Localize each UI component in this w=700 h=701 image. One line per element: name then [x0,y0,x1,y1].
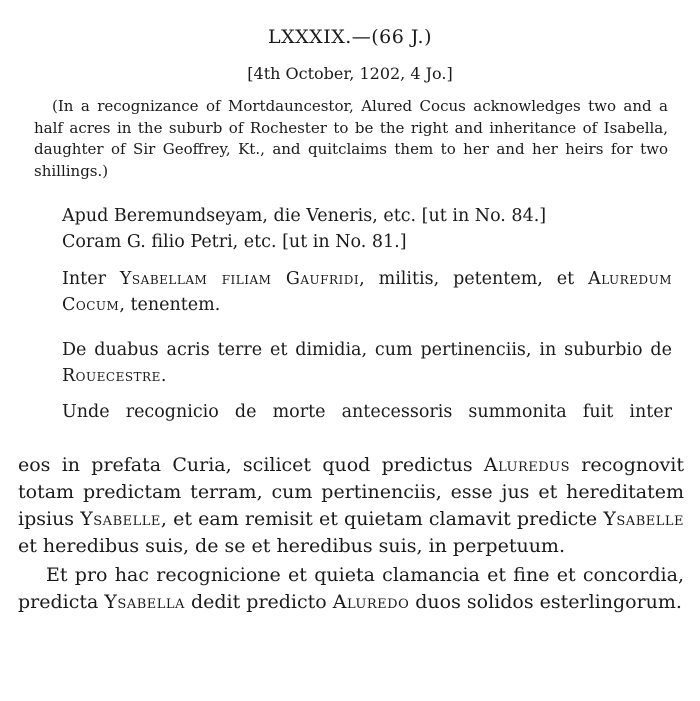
person-name: Ysabelle [603,508,684,530]
main-text-run: Et pro hac recognicione et quieta clamancia et fine et concordia, predicta [18,564,684,613]
recognition-opening-line [62,399,672,425]
charter-date: [4th October, 1202, 4 Jo.] [247,64,453,83]
charter-number-heading: LXXXIX.—(66 J.) [268,26,432,48]
place-and-court-block [62,203,672,255]
main-text-run: duos solidos esterlingorum. [409,591,682,613]
english-summary [34,96,668,182]
main-paragraph-2 [18,562,684,616]
property-paragraph [62,337,672,389]
person-name: Ysabelle [80,508,161,530]
main-text-run: dedit predicto [184,591,333,613]
property-text: . [160,366,167,386]
main-text-run: eos in prefata Curia, scilicet quod predictus [18,454,484,476]
person-name: Aluredus [483,454,571,476]
property-text: De duabus acris terre et dimidia, cum pertinenciis, in suburbio de [62,340,672,360]
person-name: Aluredo [332,591,410,613]
petitioner-name: Ysabellam filiam Gaufridi [119,269,360,289]
parties-text: Inter [62,269,120,289]
parties-text: , tenentem. [119,295,221,315]
main-text [18,452,684,616]
main-text-run: , et eam remisit et quietam clamavit predicte [160,508,604,530]
parties-text: , militis, petentem, et [359,269,589,289]
tenant-name: Aluredum Cocum [62,269,672,315]
place-name: Rouecestre [62,366,161,386]
unde-text: Unde recognicio de morte antecessoris summonita fuit inter [62,402,672,422]
parties-paragraph [62,266,672,318]
main-text-run: recognovit totam predictam terram, cum pertinenciis, esse jus et hereditatem ipsius [18,454,684,530]
summary-text: (In a recognizance of Mortdauncestor, Alured Cocus acknowledges two and a half acres in the suburb of Rochester to be the right and inheritance of Isabella, daughter of Sir Geoffrey, Kt., and quitclaims them to her and her heirs for two shillings.) [34,97,668,180]
apud-line: Apud Beremundseyam, die Veneris, etc. [ut in No. 84.] [62,206,547,226]
main-paragraph-1 [18,452,684,560]
person-name: Ysabella [104,591,185,613]
coram-line: Coram G. filio Petri, etc. [ut in No. 81.] [62,232,407,252]
main-text-run: et heredibus suis, de se et heredibus suis, in perpetuum. [18,535,565,557]
